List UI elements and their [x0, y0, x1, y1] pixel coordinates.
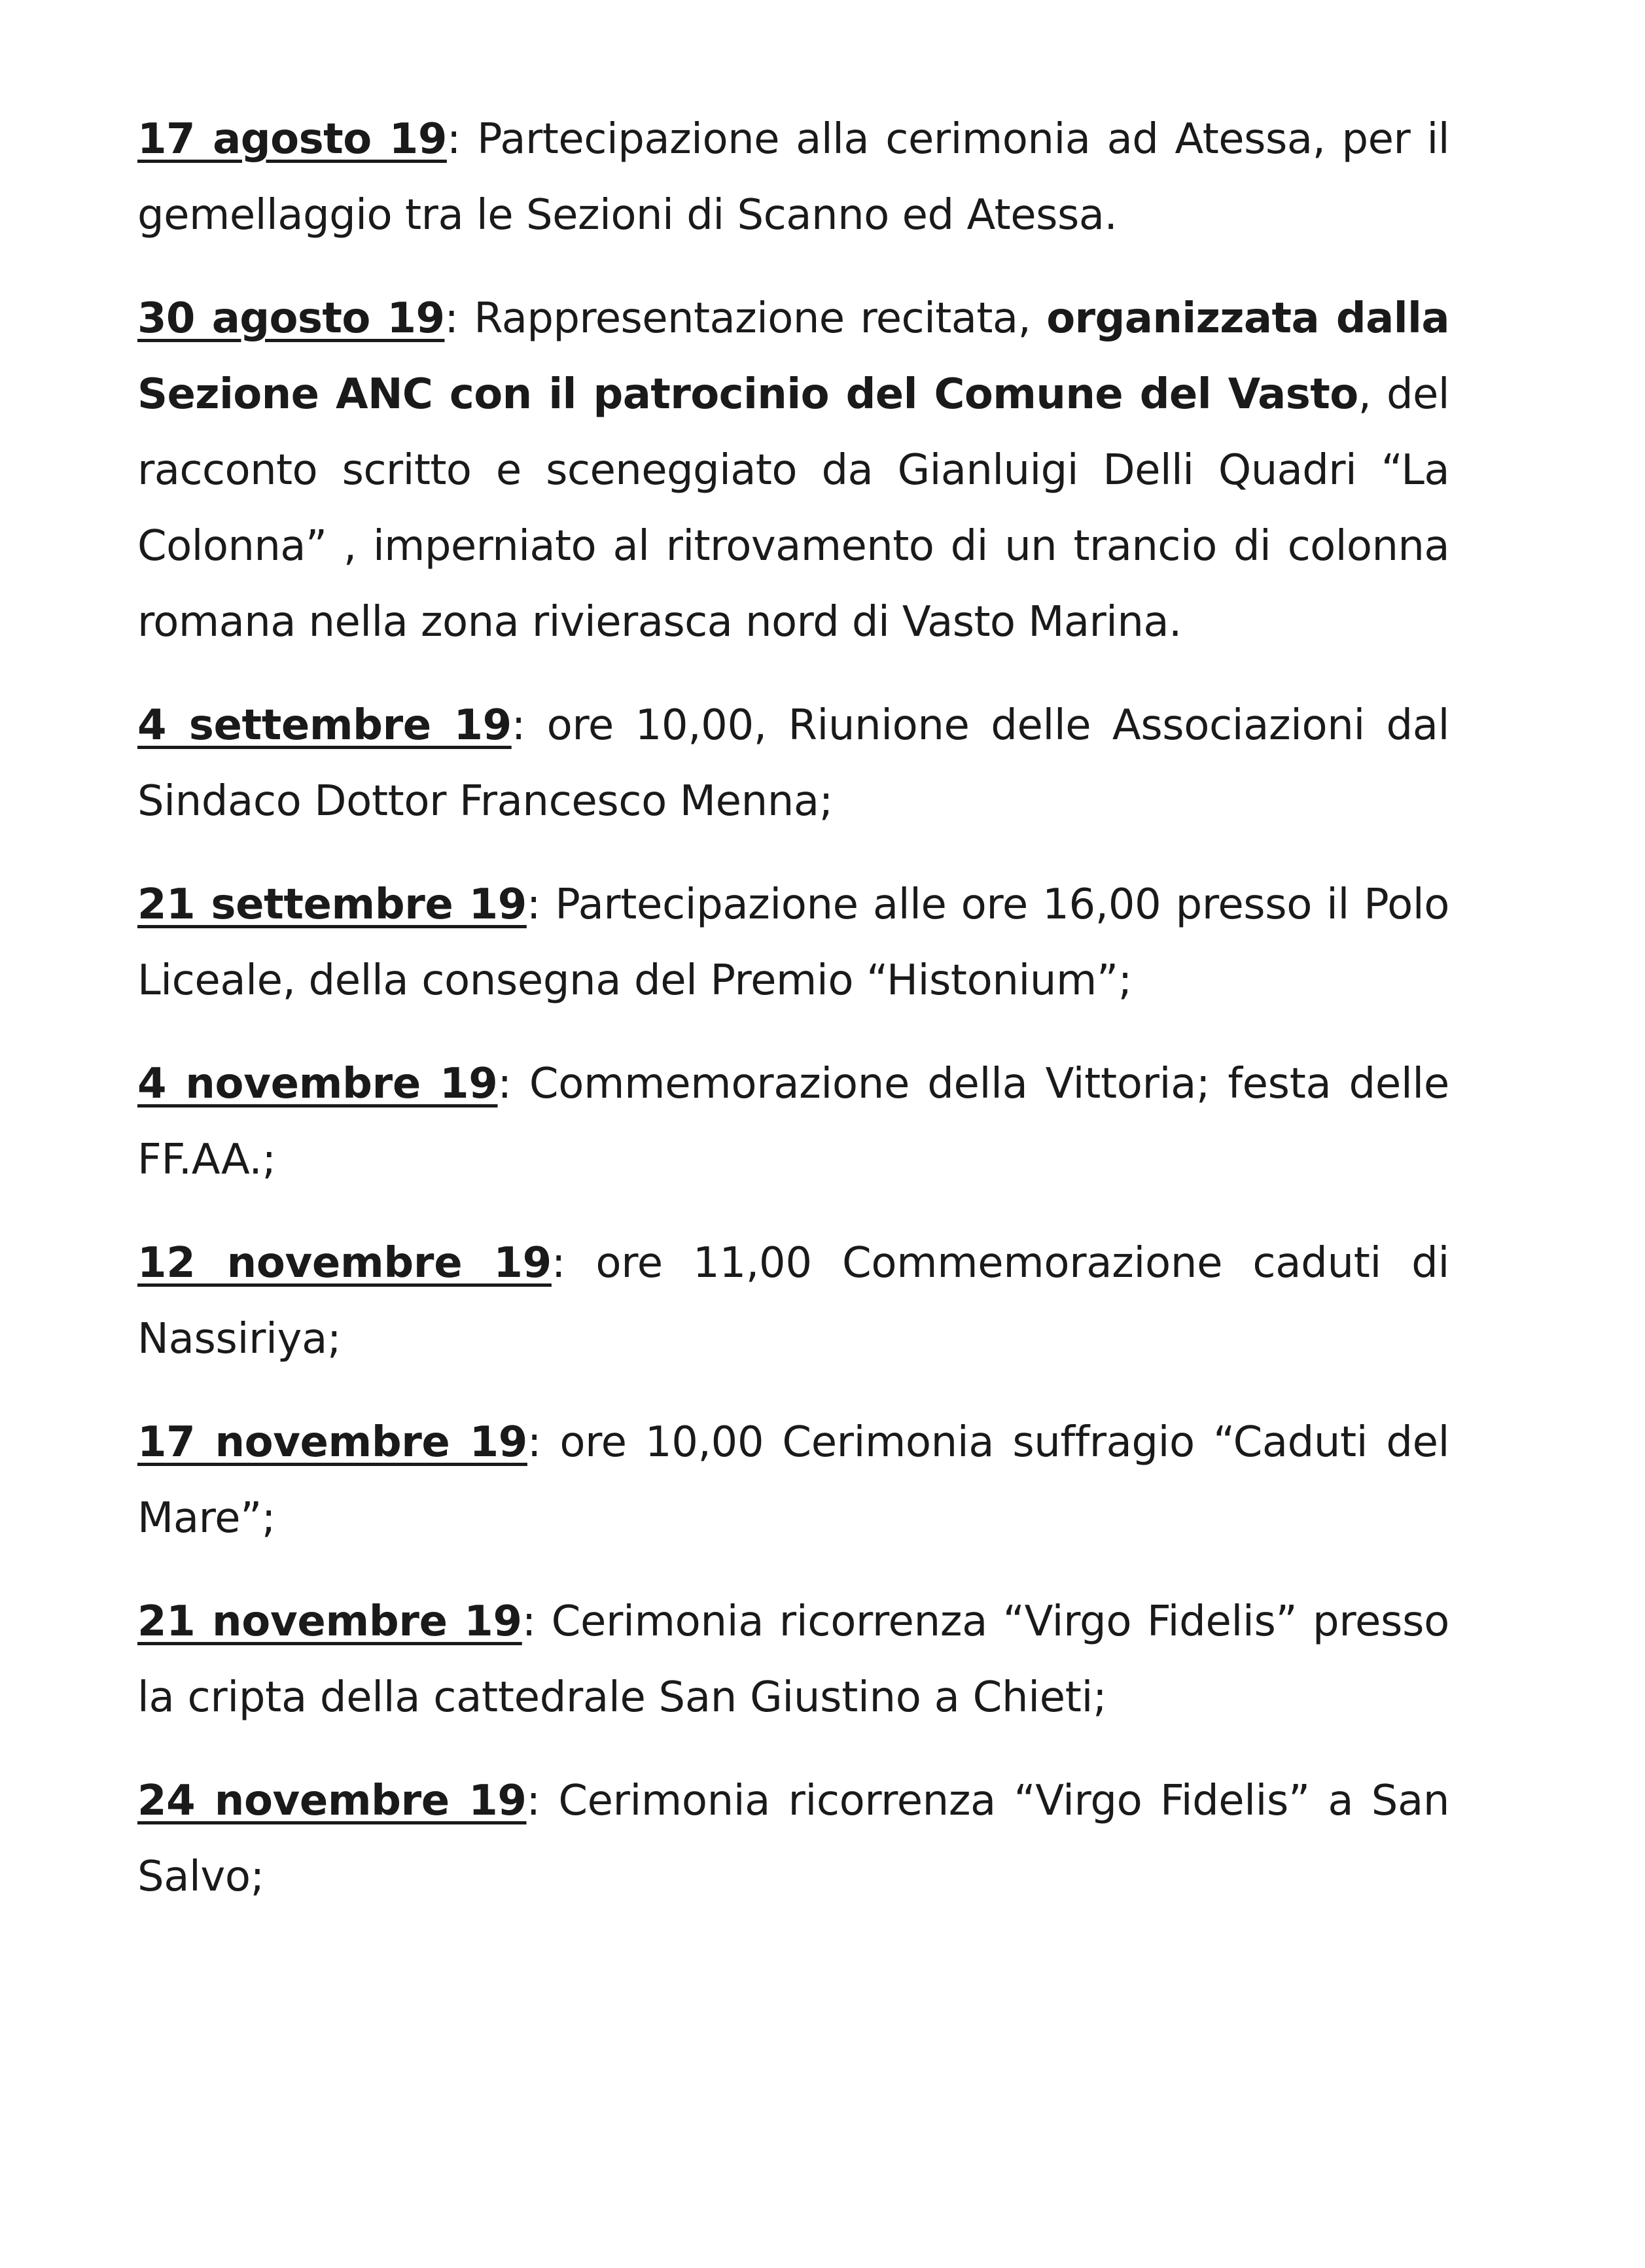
event-entry: [137, 281, 1449, 660]
event-entry: [137, 1763, 1449, 1915]
event-entry: [137, 1046, 1449, 1198]
event-date: 4 novembre 19: [137, 1060, 498, 1108]
event-entry: [137, 1225, 1449, 1377]
event-description: , del racconto scritto e sceneggiato da Gianluigi Delli Quadri “La Colonna” , imperniato al ritrovamento di un trancio di colonna romana nella zona rivierasca nord di Vasto Marina.: [137, 370, 1449, 646]
date-separator: :: [446, 115, 461, 164]
date-separator: :: [511, 701, 525, 750]
date-separator: :: [444, 294, 459, 343]
event-description: Cerimonia ricorrenza “Virgo Fidelis” a San Salvo;: [137, 1777, 1449, 1901]
event-description: Partecipazione alla cerimonia ad Atessa, per il gemellaggio tra le Sezioni di Scanno ed Atessa.: [137, 115, 1450, 239]
event-date: 21 novembre 19: [137, 1597, 522, 1646]
date-separator: :: [522, 1597, 537, 1646]
event-description: Commemorazione della Vittoria; festa delle FF.AA.;: [137, 1060, 1449, 1184]
event-description: Rappresentazione recitata,: [458, 294, 1047, 343]
date-separator: :: [551, 1239, 566, 1287]
event-date: 4 settembre 19: [137, 701, 512, 750]
event-date: 30 agosto 19: [137, 294, 445, 343]
event-description: Partecipazione alle ore 16,00 presso il Polo Liceale, della consegna del Premio “Histonium”;: [137, 881, 1449, 1005]
date-separator: :: [527, 1418, 542, 1467]
event-description: ore 11,00 Commemorazione caduti di Nassiriya;: [137, 1239, 1449, 1363]
event-description: ore 10,00, Riunione delle Associazioni dal Sindaco Dottor Francesco Menna;: [137, 701, 1449, 826]
date-separator: :: [526, 1777, 540, 1825]
event-entry: [137, 1404, 1449, 1556]
date-separator: :: [526, 881, 541, 929]
event-date: 17 novembre 19: [137, 1418, 527, 1467]
event-list: [137, 101, 1449, 1942]
event-entry: [137, 101, 1449, 253]
event-date: 21 settembre 19: [137, 881, 527, 929]
event-entry: [137, 1584, 1449, 1736]
event-date: 24 novembre 19: [137, 1777, 527, 1825]
event-entry: [137, 867, 1449, 1019]
event-description-bold: organizzata dalla Sezione ANC con il patrocinio del Comune del Vasto: [137, 294, 1449, 419]
event-date: 12 novembre 19: [137, 1239, 552, 1287]
event-entry: [137, 688, 1449, 839]
event-description: ore 10,00 Cerimonia suffragio “Caduti del Mare”;: [137, 1418, 1450, 1543]
event-description: Cerimonia ricorrenza “Virgo Fidelis” presso la cripta della cattedrale San Giustino a Chieti;: [137, 1597, 1449, 1722]
event-date: 17 agosto 19: [137, 115, 447, 164]
date-separator: :: [497, 1060, 512, 1108]
